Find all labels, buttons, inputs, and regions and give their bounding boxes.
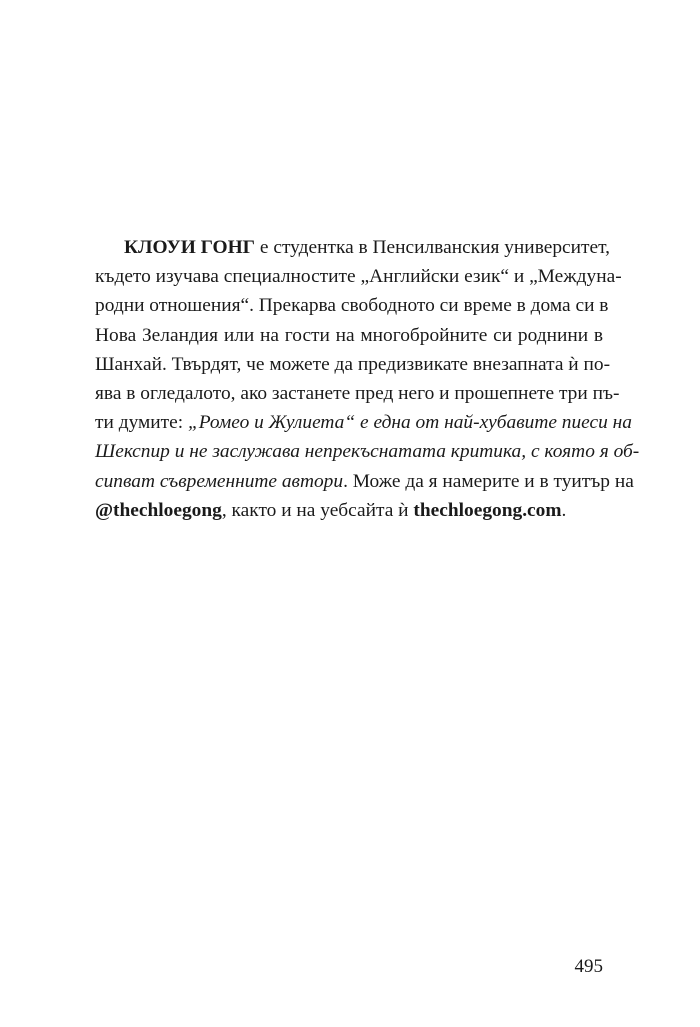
bio-line-2: където изучава специалностите „Английски език“ и „Междуна- [95, 266, 622, 288]
bio-text-10-end: . [561, 499, 567, 521]
bio-line-1 [95, 233, 610, 262]
author-name: КЛОУИ ГОНГ [124, 237, 256, 258]
bio-line-5: Шанхай. Твърдят, че можете да предизвикате внезапната ѝ по- [95, 353, 611, 375]
bio-line-10 [95, 496, 603, 525]
bio-text-7: ти думите: [95, 412, 188, 434]
bio-line-9 [95, 467, 634, 496]
website-url: thechloegong.com [413, 499, 562, 521]
italic-quote-start: „Ромео и Жулиета“ е една от най-хубавите пиеси на [187, 412, 633, 434]
bio-text-10: , както и на уебсайта ѝ [221, 499, 414, 521]
twitter-handle: @thechloegong [95, 499, 222, 521]
bio-line-7 [95, 408, 633, 437]
bio-text-9: . Може да я намерите и в туитър на [343, 470, 634, 492]
bio-line-3: родни отношения“. Прекарва свободното си време в дома си в [95, 295, 609, 317]
bio-line-6: ява в огледалото, ако застанете пред него и прошепнете три пъ- [95, 383, 620, 405]
page-number: 495 [574, 956, 603, 977]
bio-text-1: е студентка в Пенсилванския университет, [255, 237, 610, 258]
bio-line-8: Шекспир и не заслужава непрекъснатата критика, с която я об- [95, 441, 640, 463]
italic-quote-end: сипват съвременните автори [95, 470, 344, 492]
bio-line-4: Нова Зеландия или на гости на многобройните си роднини в [95, 324, 603, 346]
author-bio-paragraph [95, 233, 640, 525]
